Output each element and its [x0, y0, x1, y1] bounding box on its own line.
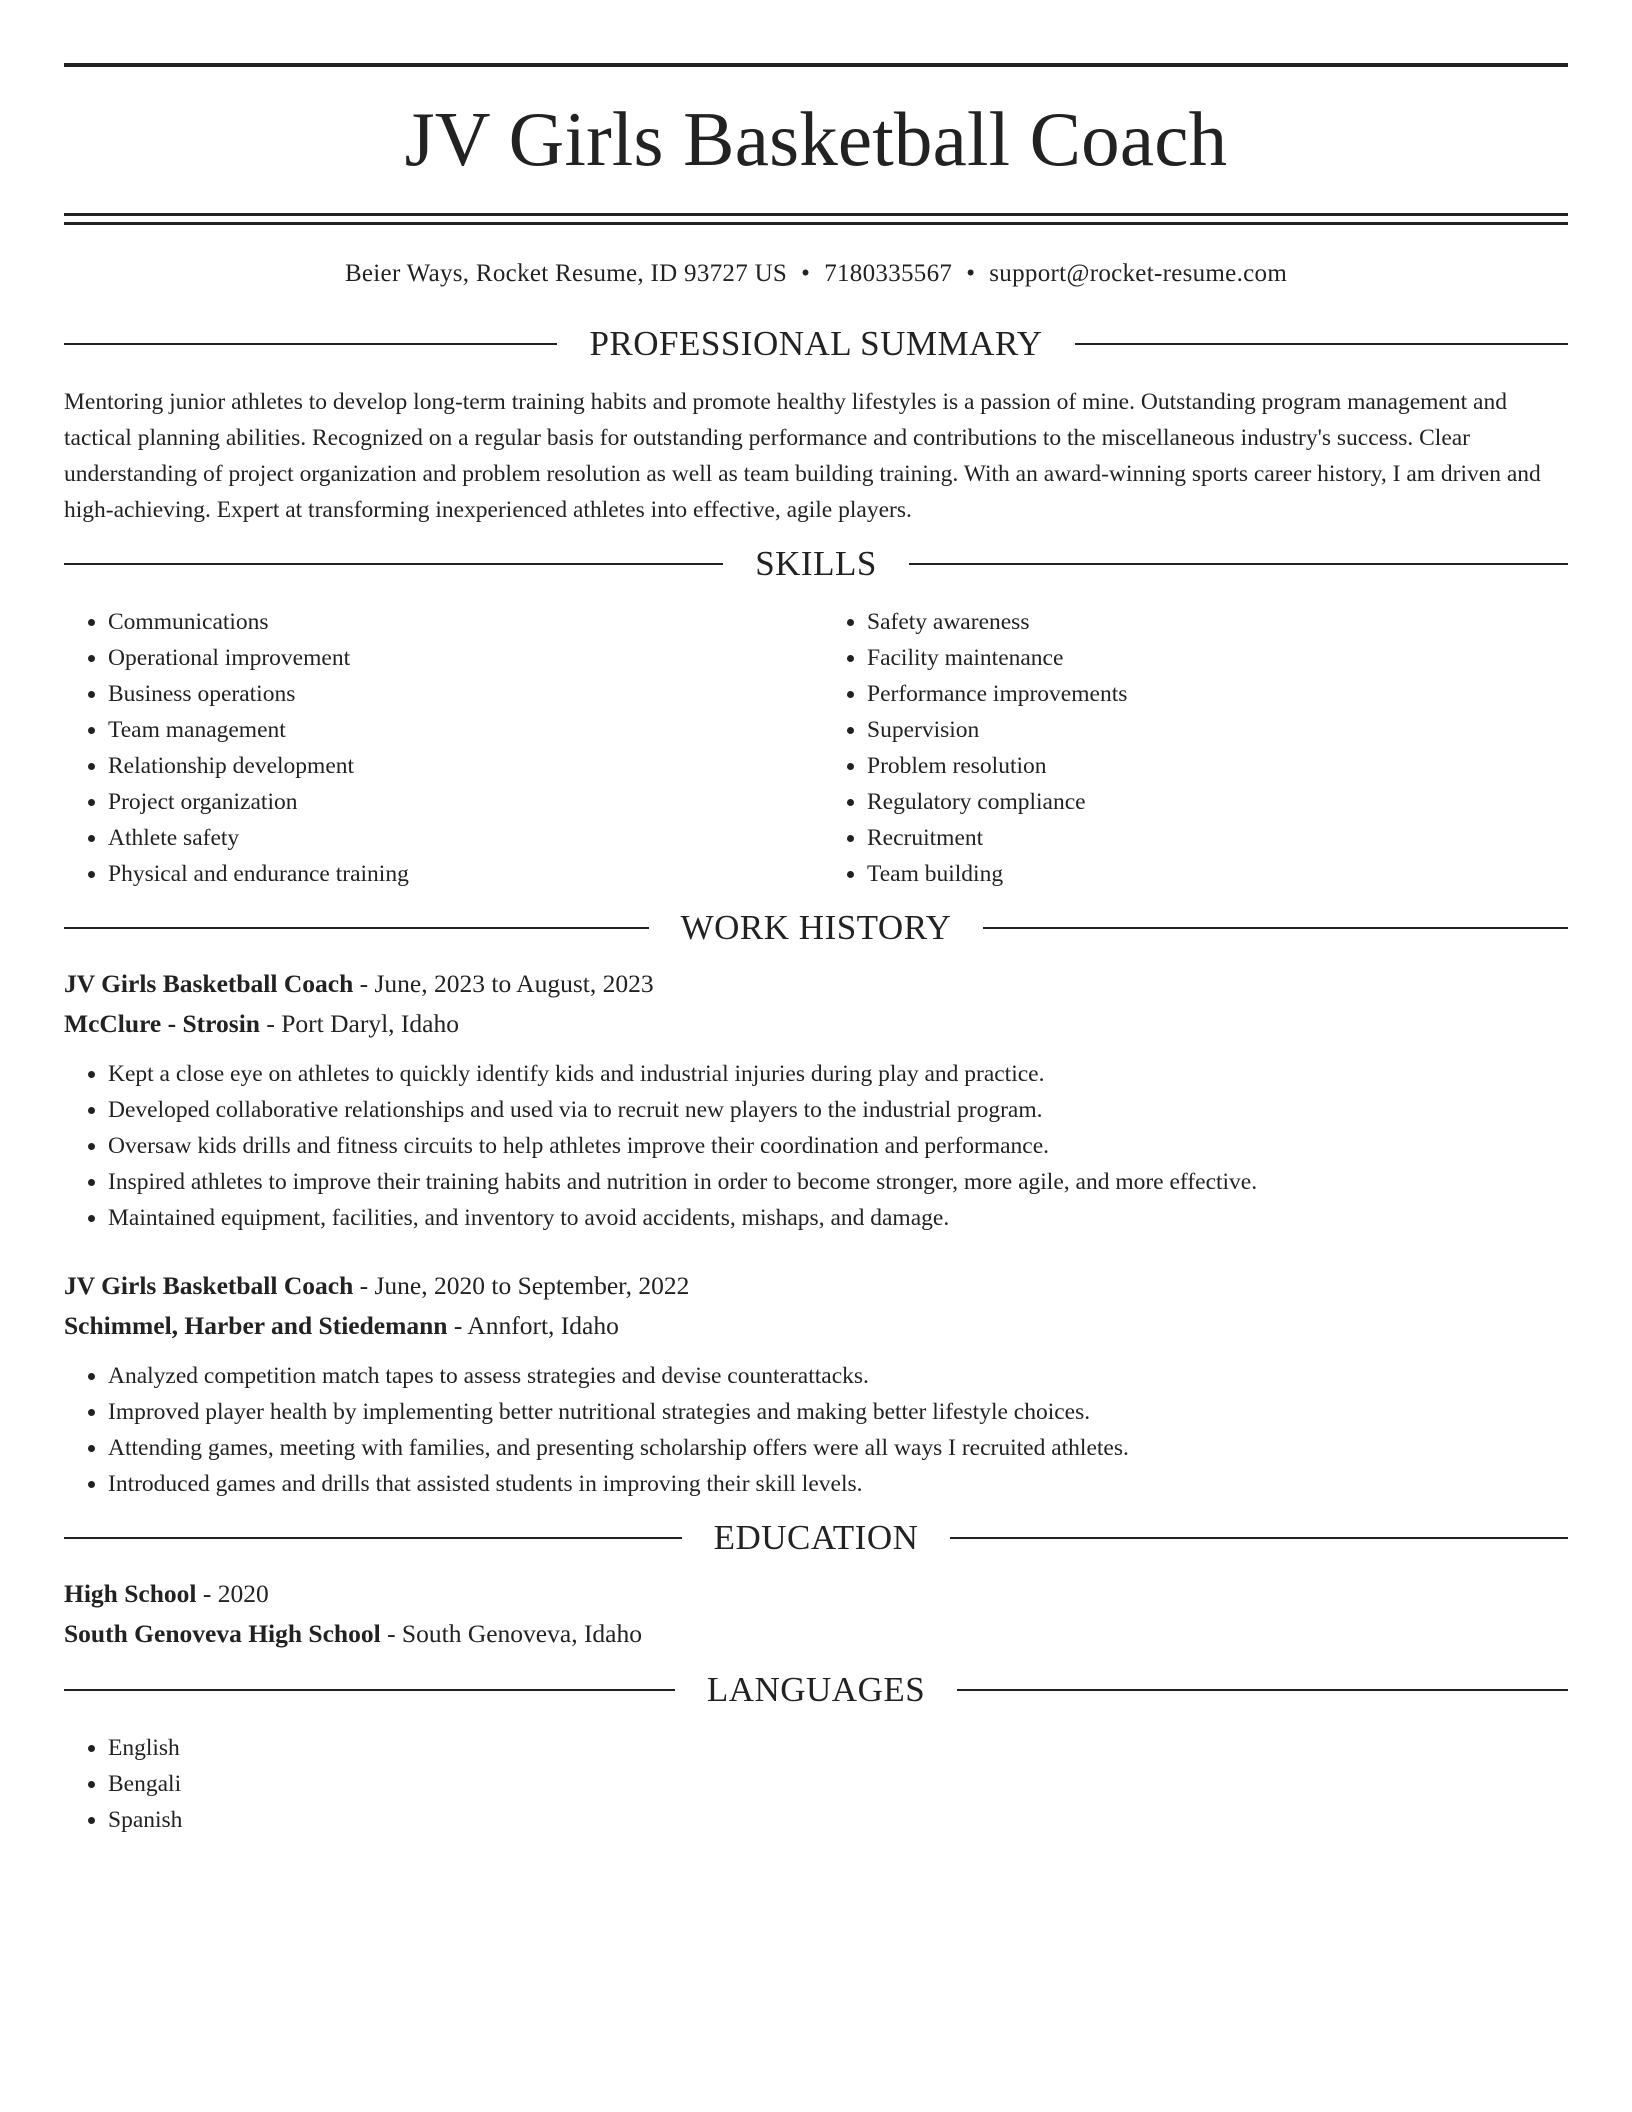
heading-rule-right [957, 1689, 1568, 1691]
job-dates: - June, 2023 to August, 2023 [353, 969, 654, 998]
job-company-line [64, 1004, 1568, 1044]
heading-rule-left [64, 563, 723, 565]
heading-rule-right [983, 927, 1568, 929]
job-title: JV Girls Basketball Coach [64, 969, 354, 998]
job-entry [64, 1266, 1568, 1502]
skill-item: • Business operations [108, 676, 816, 712]
job-entry [64, 964, 1568, 1236]
skills-heading: SKILLS [755, 544, 877, 583]
skill-item: • Physical and endurance training [108, 856, 816, 892]
job-company: McClure - Strosin [64, 1009, 260, 1038]
heading-rule-left [64, 927, 649, 929]
contact-line [64, 260, 1568, 290]
top-rule [64, 63, 1568, 67]
work-heading-row [64, 908, 1568, 948]
job-company-line [64, 1306, 1568, 1346]
skills-grid [64, 604, 1568, 892]
job-title: JV Girls Basketball Coach [64, 1271, 354, 1300]
job-bullet: • Inspired athletes to improve their training habits and nutrition in order to become stronger, more agile, and more effective. [108, 1164, 1568, 1200]
skill-item: • Athlete safety [108, 820, 816, 856]
job-title-line [64, 1266, 1568, 1306]
education-degree-line [64, 1574, 1568, 1614]
job-bullet: • Analyzed competition match tapes to assess strategies and devise counterattacks. [108, 1358, 1568, 1394]
job-bullet: • Introduced games and drills that assisted students in improving their skill levels. [108, 1466, 1568, 1502]
education-entry [64, 1574, 1568, 1654]
resume-content [64, 63, 1568, 1838]
job-bullet: • Developed collaborative relationships and used via to recruit new players to the industrial program. [108, 1092, 1568, 1128]
education-degree: High School [64, 1579, 197, 1608]
skill-item: • Performance improvements [867, 676, 1568, 712]
contact-address: Beier Ways, Rocket Resume, ID 93727 US [344, 260, 788, 287]
education-heading: EDUCATION [713, 1518, 919, 1557]
summary-heading-row [64, 324, 1568, 364]
skill-item: • Supervision [867, 712, 1568, 748]
contact-separator: • [801, 260, 811, 287]
work-heading: WORK HISTORY [680, 908, 952, 947]
skills-heading-row [64, 544, 1568, 584]
skill-item: • Facility maintenance [867, 640, 1568, 676]
languages-heading: LANGUAGES [706, 1670, 926, 1709]
education-year: - 2020 [196, 1579, 269, 1608]
language-item: • English [108, 1730, 1568, 1766]
skill-item: • Problem resolution [867, 748, 1568, 784]
skill-item: • Relationship development [108, 748, 816, 784]
education-school-line [64, 1614, 1568, 1654]
job-bullets [64, 1056, 1568, 1236]
contact-email: support@rocket-resume.com [989, 260, 1288, 287]
job-bullet: • Kept a close eye on athletes to quickly identify kids and industrial injuries during play and practice. [108, 1056, 1568, 1092]
summary-text: Mentoring junior athletes to develop long-term training habits and promote healthy lifestyles is a passion of mine. Outstanding program management and tactical planning abilities. Recognized on a regular basis for outstanding performance and contributions to the miscellaneous industry's success. Clear understanding of project organization and problem resolution as well as team building training. With an award-winning sports career history, I am driven and high-achieving. Expert at transforming inexperienced athletes into effective, agile players. [64, 389, 1541, 523]
languages-list [64, 1730, 1568, 1838]
language-item: • Bengali [108, 1766, 1568, 1802]
job-company: Schimmel, Harber and Stiedemann [64, 1311, 448, 1340]
skill-item: • Regulatory compliance [867, 784, 1568, 820]
skill-item: • Team building [867, 856, 1568, 892]
job-location: - Port Daryl, Idaho [259, 1009, 459, 1038]
skill-item: • Recruitment [867, 820, 1568, 856]
resume-title: JV Girls Basketball Coach [404, 96, 1228, 182]
heading-rule-right [909, 563, 1568, 565]
skill-item: • Team management [108, 712, 816, 748]
education-location: - South Genoveva, Idaho [380, 1619, 643, 1648]
job-bullets [64, 1358, 1568, 1502]
job-dates: - June, 2020 to September, 2022 [353, 1271, 690, 1300]
education-school: South Genoveva High School [64, 1619, 381, 1648]
skills-list-right [816, 604, 1568, 892]
job-bullet: • Maintained equipment, facilities, and inventory to avoid accidents, mishaps, and damage. [108, 1200, 1568, 1236]
skills-column-right [816, 604, 1568, 892]
title-double-rule [64, 213, 1568, 225]
skill-item: • Project organization [108, 784, 816, 820]
job-title-line [64, 964, 1568, 1004]
skill-item: • Safety awareness [867, 604, 1568, 640]
summary-heading: PROFESSIONAL SUMMARY [589, 324, 1043, 363]
job-bullet: • Improved player health by implementing better nutritional strategies and making better lifestyle choices. [108, 1394, 1568, 1430]
job-bullet: • Attending games, meeting with families, and presenting scholarship offers were all ways I recruited athletes. [108, 1430, 1568, 1466]
contact-separator: • [966, 260, 976, 287]
job-location: - Annfort, Idaho [447, 1311, 619, 1340]
job-bullet: • Oversaw kids drills and fitness circuits to help athletes improve their coordination and performance. [108, 1128, 1568, 1164]
skill-item: • Operational improvement [108, 640, 816, 676]
education-heading-row [64, 1518, 1568, 1558]
skill-item: • Communications [108, 604, 816, 640]
heading-rule-left [64, 343, 557, 345]
languages-heading-row [64, 1670, 1568, 1710]
heading-rule-left [64, 1689, 675, 1691]
heading-rule-right [1075, 343, 1568, 345]
contact-phone: 7180335567 [824, 260, 953, 287]
skills-list-left [64, 604, 816, 892]
heading-rule-right [950, 1537, 1568, 1539]
language-item: • Spanish [108, 1802, 1568, 1838]
heading-rule-left [64, 1537, 682, 1539]
skills-column-left [64, 604, 816, 892]
